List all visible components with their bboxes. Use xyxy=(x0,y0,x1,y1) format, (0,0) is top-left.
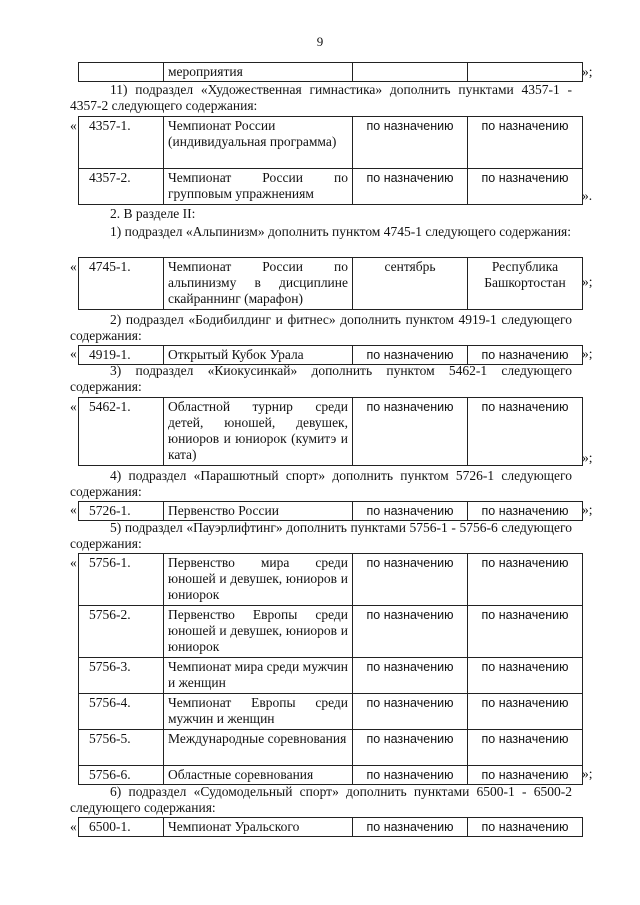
opening-quote: « xyxy=(70,346,77,361)
table-cell-num: 5756-6. xyxy=(79,766,164,785)
table-cell-date: по назначению xyxy=(353,398,468,466)
paragraph-alpinism: 1) подраздел «Альпинизм» дополнить пунктом 4745-1 следующего содержания: xyxy=(110,224,571,239)
table-row xyxy=(79,658,583,694)
table-cell-place: по назначению xyxy=(468,658,583,694)
table-parachuting xyxy=(78,501,583,521)
table-row xyxy=(79,63,583,82)
table-cell-place: по назначению xyxy=(468,818,583,837)
table-cell-num: 5756-3. xyxy=(79,658,164,694)
table-cell-place: по назначению xyxy=(468,502,583,521)
table-cell-num: 5756-1. xyxy=(79,554,164,606)
table-cell-name: Чемпионат России (индивидуальная программа) xyxy=(164,117,353,169)
table-cell-name: Областной турнир среди детей, юношей, девушек, юниоров и юниорок (кумитэ и ката) xyxy=(164,398,353,466)
closing-quote: »; xyxy=(582,346,593,361)
table-ship-modeling xyxy=(78,817,583,837)
table-cell-place: по назначению xyxy=(468,694,583,730)
table-cell-place: Республика Башкортостан xyxy=(468,258,583,310)
table-continuation xyxy=(78,62,583,82)
table-cell-date: по назначению xyxy=(353,346,468,365)
table-cell-place: по назначению xyxy=(468,730,583,766)
paragraph-powerlifting: 5) подраздел «Пауэрлифтинг» дополнить пунктами 5756-1 - 5756-6 следующего содержания: xyxy=(70,520,572,551)
table-gymnastics xyxy=(78,116,583,205)
table-cell-date: по назначению xyxy=(353,766,468,785)
table-cell-num: 4357-2. xyxy=(79,169,164,205)
table-cell-date: по назначению xyxy=(353,554,468,606)
section-heading: 2. В разделе II: xyxy=(110,206,196,221)
paragraph-kyokushin: 3) подраздел «Киокусинкай» дополнить пунктом 5462-1 следующего содержания: xyxy=(70,363,572,394)
closing-quote: »; xyxy=(582,64,593,79)
table-cell-num: 5726-1. xyxy=(79,502,164,521)
table-cell-place: по назначению xyxy=(468,169,583,205)
opening-quote: « xyxy=(70,555,77,570)
table-cell-place: по назначению xyxy=(468,346,583,365)
table-cell-date: по назначению xyxy=(353,658,468,694)
table-cell-name: Областные соревнования xyxy=(164,766,353,785)
table-row xyxy=(79,258,583,310)
opening-quote: « xyxy=(70,259,77,274)
closing-quote: ». xyxy=(582,188,593,203)
table-cell-place: по назначению xyxy=(468,606,583,658)
paragraph-parachuting: 4) подраздел «Парашютный спорт» дополнить пунктом 5726-1 следующего содержания: xyxy=(70,468,572,499)
table-cell-num: 6500-1. xyxy=(79,818,164,837)
table-row xyxy=(79,730,583,766)
table-cell-num: 5756-2. xyxy=(79,606,164,658)
table-powerlifting xyxy=(78,553,583,785)
table-cell-date: по назначению xyxy=(353,606,468,658)
table-bodybuilding xyxy=(78,345,583,365)
table-row xyxy=(79,818,583,837)
table-row xyxy=(79,554,583,606)
table-cell-num xyxy=(79,63,164,82)
table-row xyxy=(79,606,583,658)
table-cell-name: Чемпионат мира среди мужчин и женщин xyxy=(164,658,353,694)
page-number: 9 xyxy=(316,34,324,49)
table-row xyxy=(79,398,583,466)
closing-quote: »; xyxy=(582,450,593,465)
table-cell-place xyxy=(468,63,583,82)
opening-quote: « xyxy=(70,118,77,133)
table-cell-name: Первенство России xyxy=(164,502,353,521)
table-kyokushin xyxy=(78,397,583,466)
table-row xyxy=(79,502,583,521)
paragraph-bodybuilding: 2) подраздел «Бодибилдинг и фитнес» дополнить пунктом 4919-1 следующего содержания: xyxy=(70,312,572,343)
table-row xyxy=(79,694,583,730)
table-cell-date: по назначению xyxy=(353,169,468,205)
closing-quote: »; xyxy=(582,274,593,289)
paragraph-gymnastics: 11) подраздел «Художественная гимнастика» дополнить пунктами 4357-1 - 4357-2 следующего содержания: xyxy=(70,82,572,113)
closing-quote: »; xyxy=(582,502,593,517)
table-cell-num: 5462-1. xyxy=(79,398,164,466)
table-cell-name: Первенство Европы среди юношей и девушек, юниоров и юниорок xyxy=(164,606,353,658)
table-cell-date: по назначению xyxy=(353,502,468,521)
table-cell-date xyxy=(353,63,468,82)
table-cell-place: по назначению xyxy=(468,554,583,606)
opening-quote: « xyxy=(70,819,77,834)
paragraph-ship-modeling: 6) подраздел «Судомодельный спорт» дополнить пунктами 6500-1 - 6500-2 следующего содержания: xyxy=(70,784,572,815)
table-cell-num: 5756-5. xyxy=(79,730,164,766)
table-cell-place: по назначению xyxy=(468,398,583,466)
table-cell-place: по назначению xyxy=(468,766,583,785)
table-row xyxy=(79,346,583,365)
table-cell-name: Чемпионат Уральского xyxy=(164,818,353,837)
table-cell-name: Чемпионат Европы среди мужчин и женщин xyxy=(164,694,353,730)
table-cell-num: 4919-1. xyxy=(79,346,164,365)
table-row xyxy=(79,169,583,205)
table-cell-place: по назначению xyxy=(468,117,583,169)
table-cell-num: 4745-1. xyxy=(79,258,164,310)
table-cell-name: Чемпионат России по групповым упражнениям xyxy=(164,169,353,205)
table-row xyxy=(79,766,583,785)
table-cell-date: по назначению xyxy=(353,694,468,730)
table-cell-name: Открытый Кубок Урала xyxy=(164,346,353,365)
table-cell-date: по назначению xyxy=(353,730,468,766)
table-cell-name: Международные соревнования xyxy=(164,730,353,766)
table-cell-name: Чемпионат России по альпинизму в дисциплине скайраннинг (марафон) xyxy=(164,258,353,310)
table-cell-date: по назначению xyxy=(353,117,468,169)
table-cell-date: сентябрь xyxy=(353,258,468,310)
table-row xyxy=(79,117,583,169)
opening-quote: « xyxy=(70,502,77,517)
table-cell-date: по назначению xyxy=(353,818,468,837)
table-alpinism xyxy=(78,257,583,310)
table-cell-name: мероприятия xyxy=(164,63,353,82)
table-cell-name: Первенство мира среди юношей и девушек, юниоров и юниорок xyxy=(164,554,353,606)
closing-quote: »; xyxy=(582,766,593,781)
table-cell-num: 4357-1. xyxy=(79,117,164,169)
table-cell-num: 5756-4. xyxy=(79,694,164,730)
opening-quote: « xyxy=(70,399,77,414)
